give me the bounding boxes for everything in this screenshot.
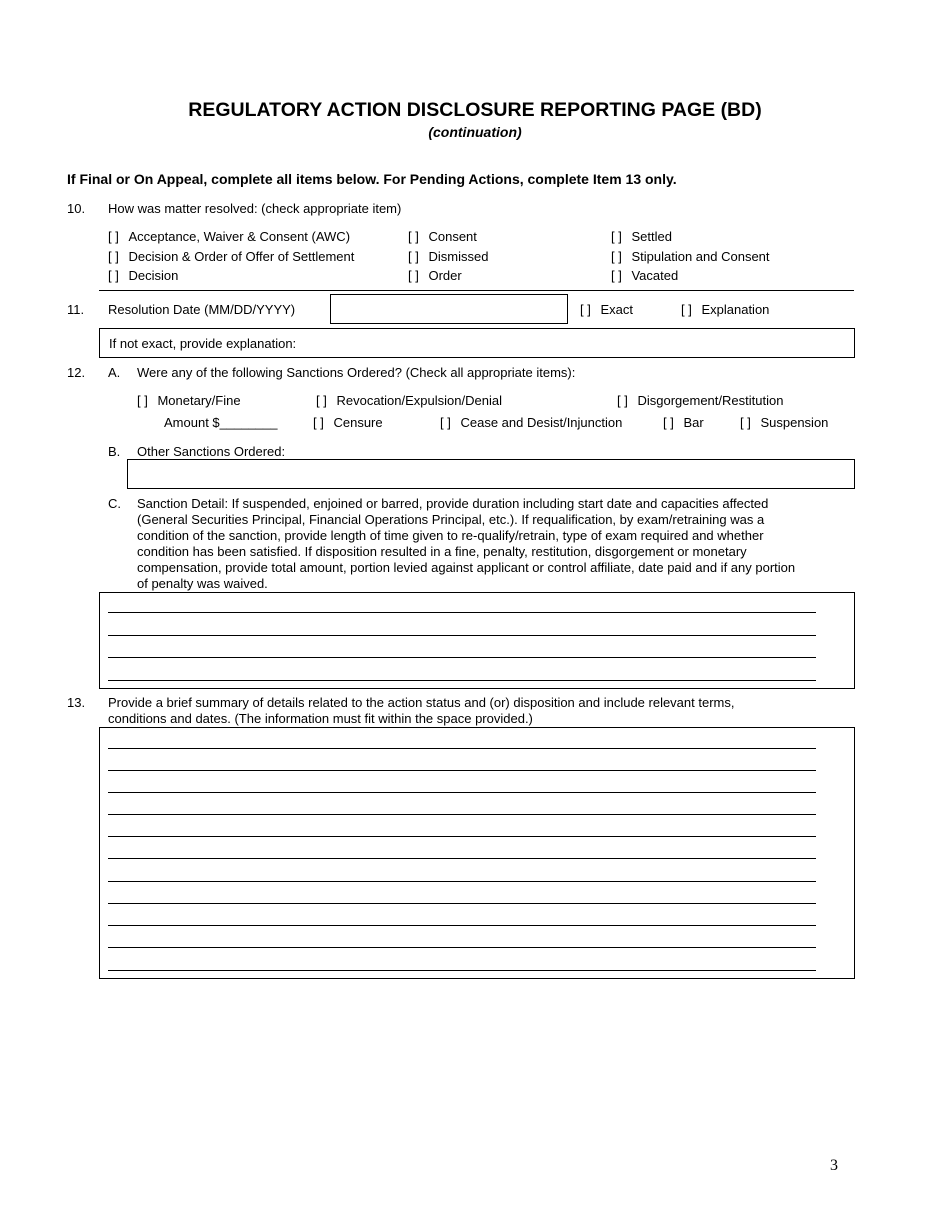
- writing-line: [108, 770, 816, 771]
- sanction-detail-box[interactable]: [99, 592, 855, 689]
- sanction-disgorgement-label: Disgorgement/Restitution: [637, 393, 784, 408]
- sanction-revocation-label: Revocation/Expulsion/Denial: [336, 393, 502, 408]
- checkbox-decision-order[interactable]: [ ]: [108, 249, 119, 264]
- checkbox-order[interactable]: [ ]: [408, 268, 419, 283]
- option-stipulation[interactable]: [611, 249, 770, 264]
- explanation-field-label: If not exact, provide explanation:: [109, 336, 297, 351]
- sanction-detail-line: compensation, provide total amount, portion levied against applicant or control affiliate, date paid and if any portion: [137, 560, 796, 575]
- checkbox-dismissed[interactable]: [ ]: [408, 249, 419, 264]
- checkbox-decision[interactable]: [ ]: [108, 268, 119, 283]
- sanction-censure-label: Censure: [333, 415, 383, 430]
- sanction-bar[interactable]: [663, 415, 704, 430]
- option-exact-label: Exact: [600, 302, 633, 317]
- option-settled-label: Settled: [631, 229, 672, 244]
- instruction-text: If Final or On Appeal, complete all items below. For Pending Actions, complete Item 13 only.: [67, 171, 677, 187]
- summary-box[interactable]: [99, 727, 855, 979]
- checkbox-awc[interactable]: [ ]: [108, 229, 119, 244]
- writing-line: [108, 903, 816, 904]
- sanction-bar-label: Bar: [683, 415, 704, 430]
- option-decision-label: Decision: [128, 268, 179, 283]
- checkbox-stipulation[interactable]: [ ]: [611, 249, 622, 264]
- writing-line: [108, 680, 816, 681]
- resolution-date-label: Resolution Date (MM/DD/YYYY): [108, 302, 296, 317]
- checkbox-cease[interactable]: [ ]: [440, 415, 451, 430]
- checkbox-explanation[interactable]: [ ]: [681, 302, 692, 317]
- checkbox-suspension[interactable]: [ ]: [740, 415, 751, 430]
- option-stipulation-label: Stipulation and Consent: [631, 249, 770, 264]
- option-explanation[interactable]: [681, 302, 769, 317]
- other-sanctions-label: Other Sanctions Ordered:: [137, 444, 286, 459]
- sanction-suspension-label: Suspension: [760, 415, 829, 430]
- writing-line: [108, 836, 816, 837]
- explanation-field[interactable]: [99, 328, 855, 358]
- other-sanctions-input[interactable]: [127, 459, 855, 489]
- resolution-date-input[interactable]: [330, 294, 568, 324]
- option-explanation-label: Explanation: [701, 302, 770, 317]
- option-consent-label: Consent: [428, 229, 477, 244]
- item-12b-letter: B.: [108, 444, 121, 459]
- writing-line: [108, 925, 816, 926]
- option-awc-label: Acceptance, Waiver & Consent (AWC): [128, 229, 351, 244]
- sanction-detail-line: of penalty was waived.: [137, 576, 268, 591]
- writing-line: [108, 947, 816, 948]
- option-consent[interactable]: [408, 229, 477, 244]
- sanction-disgorgement[interactable]: [617, 393, 783, 408]
- writing-line: [108, 612, 816, 613]
- writing-line: [108, 748, 816, 749]
- checkbox-bar[interactable]: [ ]: [663, 415, 674, 430]
- checkbox-exact[interactable]: [ ]: [580, 302, 591, 317]
- item-12-number: 12.: [67, 365, 86, 380]
- page-subtitle: (continuation): [428, 124, 522, 140]
- item-12c-letter: C.: [108, 496, 121, 511]
- sanction-detail-line: Sanction Detail: If suspended, enjoined or barred, provide duration including start date and capacities affected: [137, 496, 769, 511]
- writing-line: [108, 657, 816, 658]
- option-settled[interactable]: [611, 229, 672, 244]
- option-decision-order[interactable]: [108, 249, 354, 264]
- section-divider: [99, 290, 854, 291]
- sanction-suspension[interactable]: [740, 415, 828, 430]
- sanction-detail-line: condition has been satisfied. If disposition resulted in a fine, penalty, restitution, disgorgement or monetary: [137, 544, 747, 559]
- checkbox-consent[interactable]: [ ]: [408, 229, 419, 244]
- checkbox-settled[interactable]: [ ]: [611, 229, 622, 244]
- sanction-monetary[interactable]: [137, 393, 241, 408]
- option-dismissed[interactable]: [408, 249, 488, 264]
- item-11-number: 11.: [67, 302, 85, 317]
- sanction-censure[interactable]: [313, 415, 383, 430]
- writing-line: [108, 881, 816, 882]
- option-decision[interactable]: [108, 268, 178, 283]
- option-vacated[interactable]: [611, 268, 678, 283]
- checkbox-revocation[interactable]: [ ]: [316, 393, 327, 408]
- writing-line: [108, 635, 816, 636]
- option-decision-order-label: Decision & Order of Offer of Settlement: [128, 249, 355, 264]
- item-12a-letter: A.: [108, 365, 121, 380]
- sanction-cease-label: Cease and Desist/Injunction: [460, 415, 623, 430]
- item-13-number: 13.: [67, 695, 86, 710]
- checkbox-disgorgement[interactable]: [ ]: [617, 393, 628, 408]
- checkbox-vacated[interactable]: [ ]: [611, 268, 622, 283]
- sanction-detail-line: (General Securities Principal, Financial Operations Principal, etc.). If requalification, by exam/retraining was a: [137, 512, 765, 527]
- writing-line: [108, 858, 816, 859]
- option-awc[interactable]: [108, 229, 350, 244]
- option-exact[interactable]: [580, 302, 633, 317]
- item-12a-question: Were any of the following Sanctions Ordered? (Check all appropriate items):: [137, 365, 576, 380]
- writing-line: [108, 814, 816, 815]
- sanction-detail-line: condition of the sanction, provide length of time given to re-qualify/retrain, type of exam required and whether: [137, 528, 764, 543]
- amount-field[interactable]: Amount $________: [164, 415, 278, 430]
- item-10-number: 10.: [67, 201, 86, 216]
- sanction-cease[interactable]: [440, 415, 622, 430]
- checkbox-censure[interactable]: [ ]: [313, 415, 324, 430]
- sanction-revocation[interactable]: [316, 393, 502, 408]
- option-order-label: Order: [428, 268, 462, 283]
- checkbox-monetary[interactable]: [ ]: [137, 393, 148, 408]
- page-number: 3: [830, 1157, 838, 1174]
- sanction-monetary-label: Monetary/Fine: [157, 393, 241, 408]
- writing-line: [108, 792, 816, 793]
- option-dismissed-label: Dismissed: [428, 249, 489, 264]
- option-order[interactable]: [408, 268, 462, 283]
- sanction-detail-text: [137, 496, 857, 592]
- writing-line: [108, 970, 816, 971]
- item-13-line: conditions and dates. (The information must fit within the space provided.): [108, 711, 533, 726]
- item-13-line: Provide a brief summary of details related to the action status and (or) disposition and include relevant terms,: [108, 695, 735, 710]
- item-13-text: [108, 695, 828, 727]
- option-vacated-label: Vacated: [631, 268, 679, 283]
- page-title: REGULATORY ACTION DISCLOSURE REPORTING PAGE (BD): [188, 99, 762, 121]
- item-10-question: How was matter resolved: (check appropriate item): [108, 201, 402, 216]
